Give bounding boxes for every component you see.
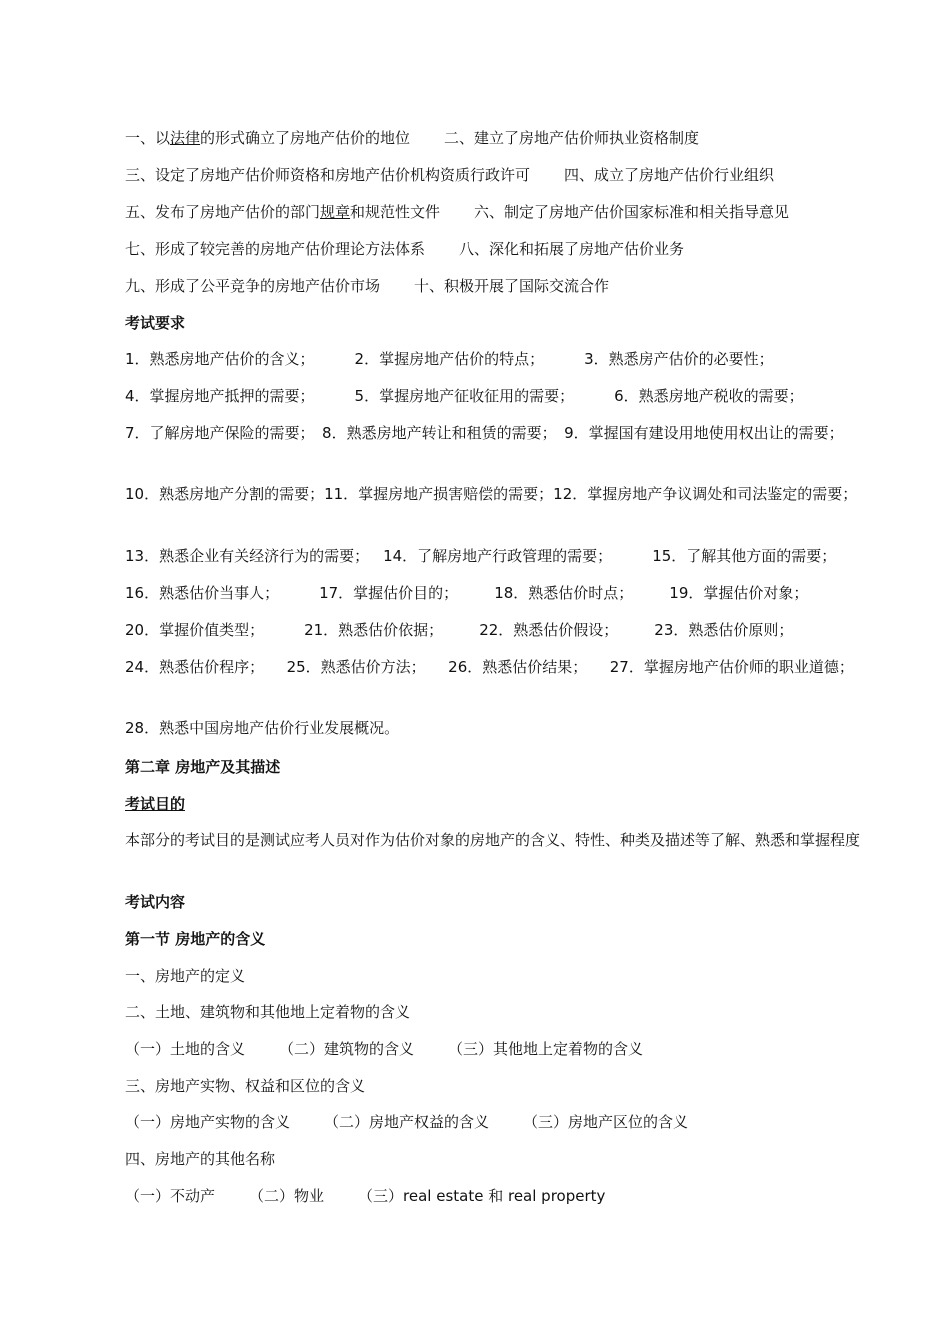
exam-requirements-heading: 考试要求 xyxy=(125,314,186,332)
requirement-item: 22．熟悉估价假设； xyxy=(479,621,619,639)
requirement-item: 13．熟悉企业有关经济行为的需要； xyxy=(125,547,370,565)
requirement-item: 18．熟悉估价时点； xyxy=(494,584,634,602)
requirement-item: 14．了解房地产行政管理的需要； xyxy=(383,547,613,565)
content-item-3-subs xyxy=(92,1111,907,1133)
history-item-7: 七、形成了较完善的房地产估价理论方法体系 xyxy=(125,240,426,258)
sub-item: （三）房地产区位的含义 xyxy=(523,1113,689,1131)
requirement-item: 16．熟悉估价当事人； xyxy=(125,584,280,602)
exam-purpose-heading xyxy=(92,793,907,815)
history-item-10: 十、积极开展了国际交流合作 xyxy=(414,277,610,295)
requirements-line-5 xyxy=(92,545,907,567)
history-item-5-suffix: 和规范性文件 xyxy=(350,203,441,221)
sub-item: （二）房地产权益的含义 xyxy=(324,1113,490,1131)
history-line-4 xyxy=(92,238,907,260)
history-item-8: 八、深化和拓展了房地产估价业务 xyxy=(459,240,685,258)
history-item-2: 二、建立了房地产估价师执业资格制度 xyxy=(444,129,700,147)
requirement-item: 23．熟悉估价原则； xyxy=(654,621,794,639)
requirements-line-9: 28．熟悉中国房地产估价行业发展概况。 xyxy=(125,719,400,737)
sub-item: （一）不动产 xyxy=(125,1187,216,1205)
history-item-9: 九、形成了公平竞争的房地产估价市场 xyxy=(125,277,381,295)
content-item-4-subs xyxy=(92,1185,907,1207)
history-item-3: 三、设定了房地产估价师资格和房地产估价机构资质行政许可 xyxy=(125,166,531,184)
requirements-line-3: 7．了解房地产保险的需要； 8．熟悉房地产转让和租赁的需要； 9．掌握国有建设用地使用权出让的需要； xyxy=(125,424,844,442)
history-item-4: 四、成立了房地产估价行业组织 xyxy=(564,166,775,184)
requirements-line-6 xyxy=(92,582,907,604)
requirement-item: 4．掌握房地产抵押的需要； xyxy=(125,387,315,405)
requirement-item: 19．掌握估价对象； xyxy=(669,584,809,602)
history-item-5-prefix: 五、发布了房地产估价的部门 xyxy=(125,203,321,221)
history-item-6: 六、制定了房地产估价国家标准和相关指导意见 xyxy=(474,203,790,221)
requirement-item: 5．掌握房地产征收征用的需要； xyxy=(354,387,575,405)
sub-item: （一）土地的含义 xyxy=(125,1040,246,1058)
requirement-item: 21．熟悉估价依据； xyxy=(304,621,444,639)
content-item-1: 一、房地产的定义 xyxy=(125,967,246,985)
content-item-4: 四、房地产的其他名称 xyxy=(125,1150,276,1168)
sub-item: （二）物业 xyxy=(249,1187,325,1205)
requirement-item: 17．掌握估价目的； xyxy=(319,584,459,602)
content-item-2-subs xyxy=(92,1038,907,1060)
history-line-5 xyxy=(92,275,907,297)
requirements-line-1 xyxy=(92,348,907,370)
exam-purpose-text: 本部分的考试目的是测试应考人员对作为估价对象的房地产的含义、特性、种类及描述等了解、熟悉和掌握程度 xyxy=(125,831,861,849)
content-item-3: 三、房地产实物、权益和区位的含义 xyxy=(125,1077,366,1095)
section-1-title: 第一节 房地产的含义 xyxy=(125,930,266,948)
requirements-line-8: 24．熟悉估价程序； 25．熟悉估价方法； 26．熟悉估价结果； 27．掌握房地产估价师的职业道德； xyxy=(125,658,854,676)
requirement-item: 2．掌握房地产估价的特点； xyxy=(354,350,545,368)
requirement-item: 3．熟悉房产估价的必要性； xyxy=(584,350,774,368)
content-item-2: 二、土地、建筑物和其他地上定着物的含义 xyxy=(125,1003,411,1021)
regulation-link[interactable]: 规章 xyxy=(320,203,351,221)
sub-item: （一）房地产实物的含义 xyxy=(125,1113,291,1131)
history-item-1-prefix: 一、以 xyxy=(125,129,171,147)
history-line-3 xyxy=(92,201,907,223)
requirement-item: 1．熟悉房地产估价的含义； xyxy=(125,350,315,368)
history-line-2 xyxy=(92,164,907,186)
requirements-line-4: 10．熟悉房地产分割的需要；11．掌握房地产损害赔偿的需要；12．掌握房地产争议调处和司法鉴定的需要； xyxy=(125,485,858,503)
requirement-item: 15．了解其他方面的需要； xyxy=(652,547,837,565)
sub-item: （二）建筑物的含义 xyxy=(279,1040,415,1058)
exam-purpose-link[interactable]: 考试目的 xyxy=(125,795,186,813)
requirement-item: 6．熟悉房地产税收的需要； xyxy=(614,387,804,405)
requirements-line-7 xyxy=(92,619,907,641)
sub-item: （三）real estate 和 real property xyxy=(358,1187,606,1205)
exam-content-heading: 考试内容 xyxy=(125,893,186,911)
law-link[interactable]: 法律 xyxy=(170,129,201,147)
requirements-line-2 xyxy=(92,385,907,407)
requirement-item: 20．掌握价值类型； xyxy=(125,621,265,639)
history-line-1 xyxy=(92,127,907,149)
history-item-1-suffix: 的形式确立了房地产估价的地位 xyxy=(200,129,411,147)
sub-item: （三）其他地上定着物的含义 xyxy=(448,1040,644,1058)
chapter-2-title: 第二章 房地产及其描述 xyxy=(125,758,281,776)
